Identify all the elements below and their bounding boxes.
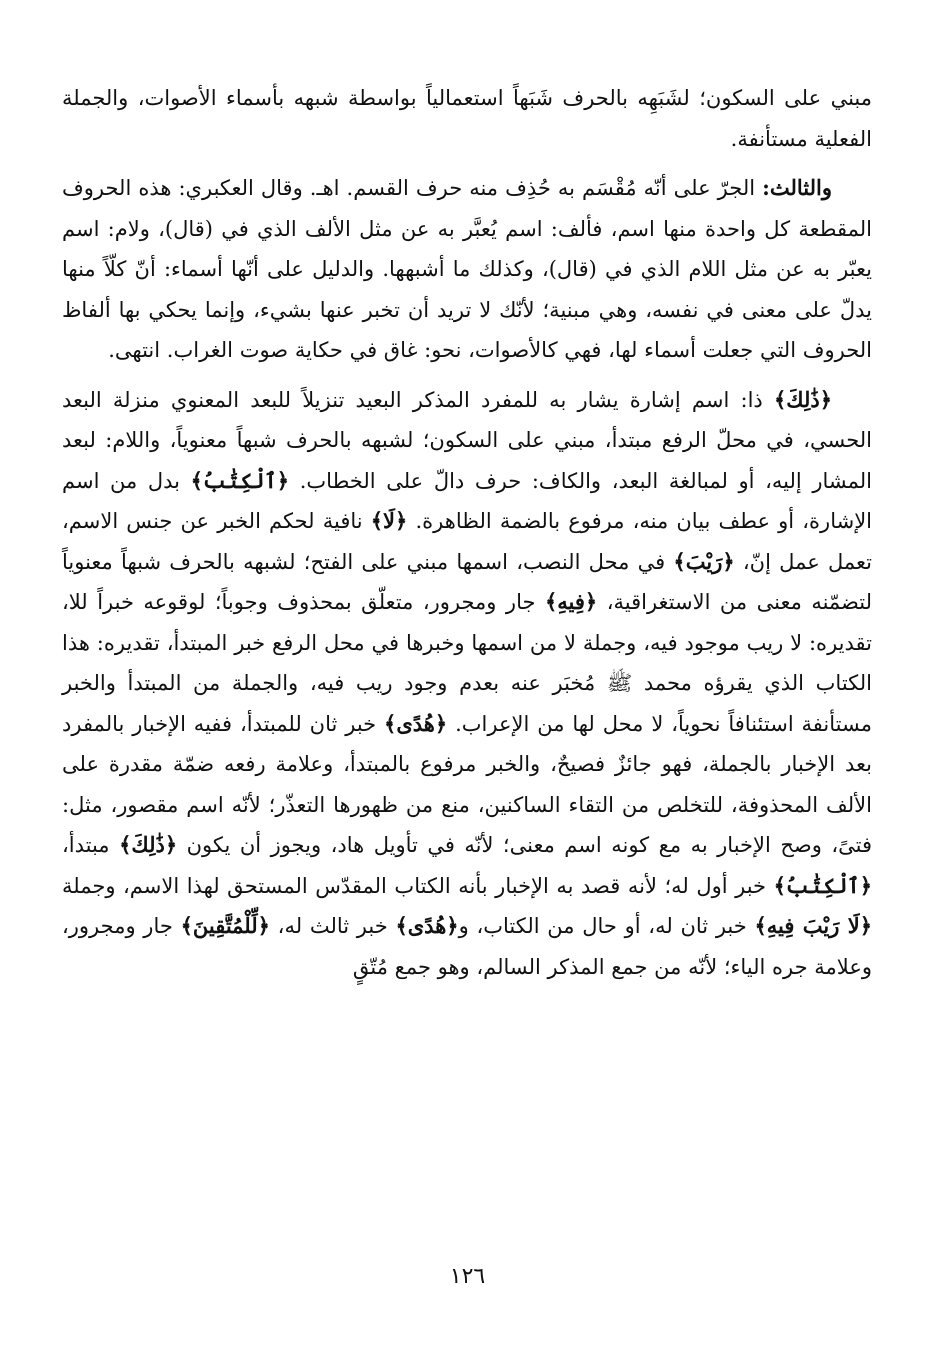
quran-quote: ﴿هُدًى﴾ xyxy=(395,913,459,938)
text-run: مبني على السكون؛ لشَبَهِه بالحرف شَبَهاً استعمالياً بواسطة شبهه بأسماء الأصوات، والجملة الفعلية مستأنفة. xyxy=(62,86,872,151)
text-run: في محل النصب، اسمها مبني على الفتح؛ لشبهه بالحرف شبهاً معنوياً لتضمّنه معنى من الاستغراقية، xyxy=(62,549,873,614)
paragraph-1 xyxy=(62,78,872,159)
quran-quote: ﴿ذَٰلِكَ﴾ xyxy=(119,832,178,857)
quran-quote: ﴿ٱلْكِتَٰبُ﴾ xyxy=(190,467,290,493)
text-run: خبر ثان للمبتدأ، ففيه الإخبار بالمفرد بعد الإخبار بالجملة، فهو جائزٌ فصيحٌ، والخبر مرفوع بالمبتدأ، وعلامة رفعه ضمّة مقدرة على الألف المحذوفة، للتخلص من التقاء الساكنين، منع من ظهورها التعذّر؛ لأنّه اسم مقصور، مثل: فتىً، وصح الإخبار به مع كونه اسم معنى؛ لأنّه في تأويل هاد، ويجوز أن يكون xyxy=(62,711,873,857)
lead-term: والثالث: xyxy=(762,175,832,200)
text-run: جار ومجرور، متعلّق بمحذوف وجوباً؛ لوقوعه خبراً للا، تقديره: لا ريب موجود فيه، وجملة لا من اسمها وخبرها في محل الرفع خبر المبتدأ، تقديره: هذا الكتاب الذي يقرؤه محمد ﷺ مُخبَر عنه بعدم وجود ريب فيه، والجملة من المبتدأ والخبر مستأنفة استئنافاً نحوياً، لا محل لها من الإعراب. xyxy=(62,590,872,736)
text-run: خبر ثان له، أو حال من الكتاب، و xyxy=(458,914,755,938)
page-body xyxy=(62,78,872,987)
text-run: خبر أول له؛ لأنه قصد به الإخبار بأنه الكتاب المقدّس المستحق لهذا الاسم، وجملة xyxy=(62,873,774,898)
paragraph-3 xyxy=(62,380,872,988)
text-run: ذا: اسم إشارة يشار به للمفرد المذكر البعيد تنزيلاً للبعد المعنوي منزلة البعد الحسي، في محلّ الرفع مبتدأ، مبني على السكون؛ لشبهه بالحرف شبهاً معنوياً، واللام: لبعد المشار إليه، أو لمبالغة البعد، والكاف: حرف دالّ على الخطاب. xyxy=(62,387,872,493)
text-run: بدل من اسم الإشارة، أو عطف بيان منه، مرفوع بالضمة الظاهرة. xyxy=(62,468,873,533)
quran-quote: ﴿ذَٰلِكَ﴾ xyxy=(773,386,832,412)
quran-quote: ﴿لَا رَيْبَ فِيهِ﴾ xyxy=(754,913,873,938)
quran-quote: ﴿هُدًى﴾ xyxy=(384,710,448,736)
text-run: نافية لحكم الخبر عن جنس الاسم، تعمل عمل إنّ، xyxy=(62,509,873,574)
quran-quote: ﴿فِيهِ﴾ xyxy=(544,589,598,614)
text-run: الجرّ على أنّه مُقْسَم به حُذِف منه حرف القسم. اهـ. وقال العكبري: هذه الحروف المقطعة كل واحدة منها اسم، فألف: اسم يُعبَّر به عن مثل الألف الذي في (قال)، ولام: اسم يعبّر به عن مثل اللام الذي في (قال)، وكذلك ما أشبهها. والدليل على أنّها أسماء: أنّ كلّاً منها يدلّ على معنى في نفسه، وهي مبنية؛ لأنّك لا تريد أن تخبر عنها بشيء، وإنما يحكي بها ألفاظ الحروف التي جعلت أسماء لها، فهي كالأصوات، نحو: غاق في حكاية صوت الغراب. انتهى. xyxy=(62,176,872,362)
quran-quote: ﴿رَيْبَ﴾ xyxy=(673,548,735,574)
text-run: جار ومجرور، وعلامة جره الياء؛ لأنّه من جمع المذكر السالم، وهو جمع مُتّقٍ xyxy=(62,914,872,979)
quran-quote: ﴿ٱلْكِتَٰبُ﴾ xyxy=(773,872,872,898)
paragraph-2 xyxy=(62,168,872,371)
text-run: خبر ثالث له، xyxy=(269,914,396,938)
quran-quote: ﴿لِّلْمُتَّقِينَ﴾ xyxy=(180,913,270,938)
text-run: مبتدأ، xyxy=(62,833,120,857)
page-number: ١٢٦ xyxy=(449,1264,486,1289)
quran-quote: ﴿لَا﴾ xyxy=(370,508,408,533)
